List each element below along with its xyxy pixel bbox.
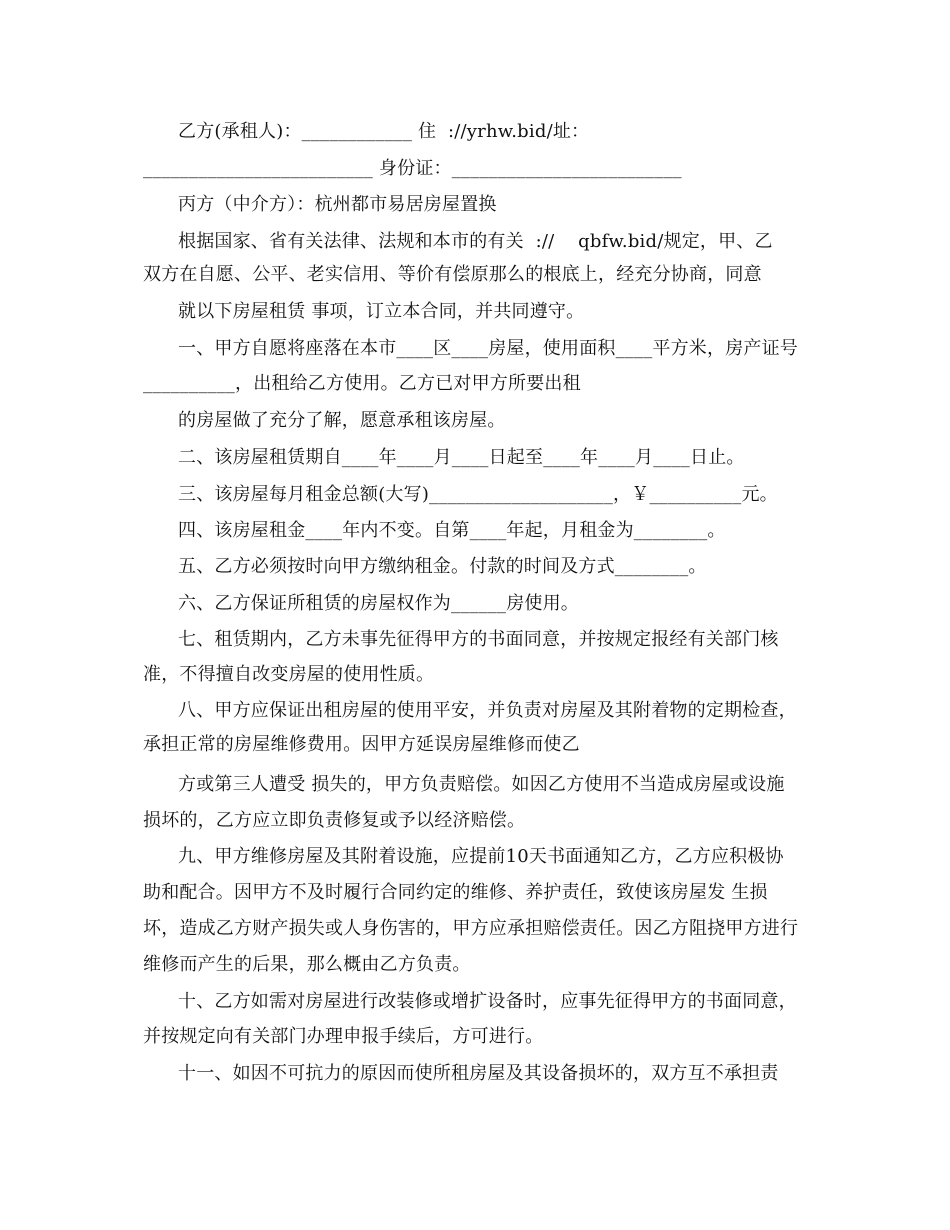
clause-6-line: 六、乙方保证所租赁的房屋权作为______房使用。 (178, 593, 579, 614)
clause-8-line: 方或第三人遭受 损失的，甲方负责赔偿。如因乙方使用不当造成房屋或设施 (178, 774, 785, 795)
clause-2-line: 二、该房屋租赁期自____年____月____日起至____年____月____日止。 (178, 447, 745, 468)
clause-5-line: 五、乙方必须按时向甲方缴纳租金。付款的时间及方式________。 (178, 556, 707, 577)
clause-9-line: 维修而产生的后果，那么概由乙方负责。 (143, 954, 471, 975)
clause-8-line: 损坏的，乙方应立即负责修复或予以经济赔偿。 (143, 810, 526, 831)
party-c-line: 丙方（中介方）：杭州都市易居房屋置换 (178, 194, 497, 215)
clause-9-line: 坏，造成乙方财产损失或人身伤害的，甲方应承担赔偿责任。因乙方阻挠甲方进行 (143, 918, 799, 939)
clause-1-line: 的房屋做了充分了解，愿意承租该房屋。 (178, 410, 506, 431)
clause-9-line: 助和配合。因甲方不及时履行合同约定的维修、养护责任，致使该房屋发 生损 (143, 882, 768, 903)
clause-7-line: 七、租赁期内，乙方未事先征得甲方的书面同意，并按规定报经有关部门核 (178, 629, 779, 650)
clause-1-line: 一、甲方自愿将座落在本市____区____房屋，使用面积____平方米，房产证号 (178, 338, 798, 359)
paragraph-line: 根据国家、省有关法律、法规和本市的有关 :// qbfw.bid/规定，甲、乙 (178, 231, 773, 252)
paragraph-line: 就以下房屋租赁 事项，订立本合同，并共同遵守。 (178, 301, 585, 322)
id-number-line: _________________________ 身份证：_________________________ (143, 158, 682, 179)
clause-11-line: 十一、如因不可抗力的原因而使所租房屋及其设备损坏的，双方互不承担责 (178, 1063, 779, 1084)
clause-8-line: 承担正常的房屋维修费用。因甲方延误房屋维修而使乙 (143, 734, 580, 755)
paragraph-line: 双方在自愿、公平、老实信用、等价有偿原那么的根底上，经充分协商，同意 (143, 264, 762, 285)
clause-4-line: 四、该房屋租金____年内不变。自第____年起，月租金为________。 (178, 520, 726, 541)
party-b-line: 乙方(承租人)：____________ 住 ://yrhw.bid/址： (178, 121, 590, 142)
clause-3-line: 三、该房屋每月租金总额(大写)____________________，￥__________元。 (178, 484, 778, 505)
clause-8-line: 八、甲方应保证出租房屋的使用平安，并负责对房屋及其附着物的定期检查， (178, 700, 797, 721)
clause-9-line: 九、甲方维修房屋及其附着设施，应提前10天书面通知乙方，乙方应积极协 (178, 846, 784, 867)
clause-10-line: 并按规定向有关部门办理申报手续后，方可进行。 (143, 1026, 544, 1047)
clause-1-line: __________，出租给乙方使用。乙方已对甲方所要出租 (143, 373, 581, 394)
clause-10-line: 十、乙方如需对房屋进行改装修或增扩设备时，应事先征得甲方的书面同意， (178, 991, 797, 1012)
clause-7-line: 准，不得擅自改变房屋的使用性质。 (143, 664, 435, 685)
